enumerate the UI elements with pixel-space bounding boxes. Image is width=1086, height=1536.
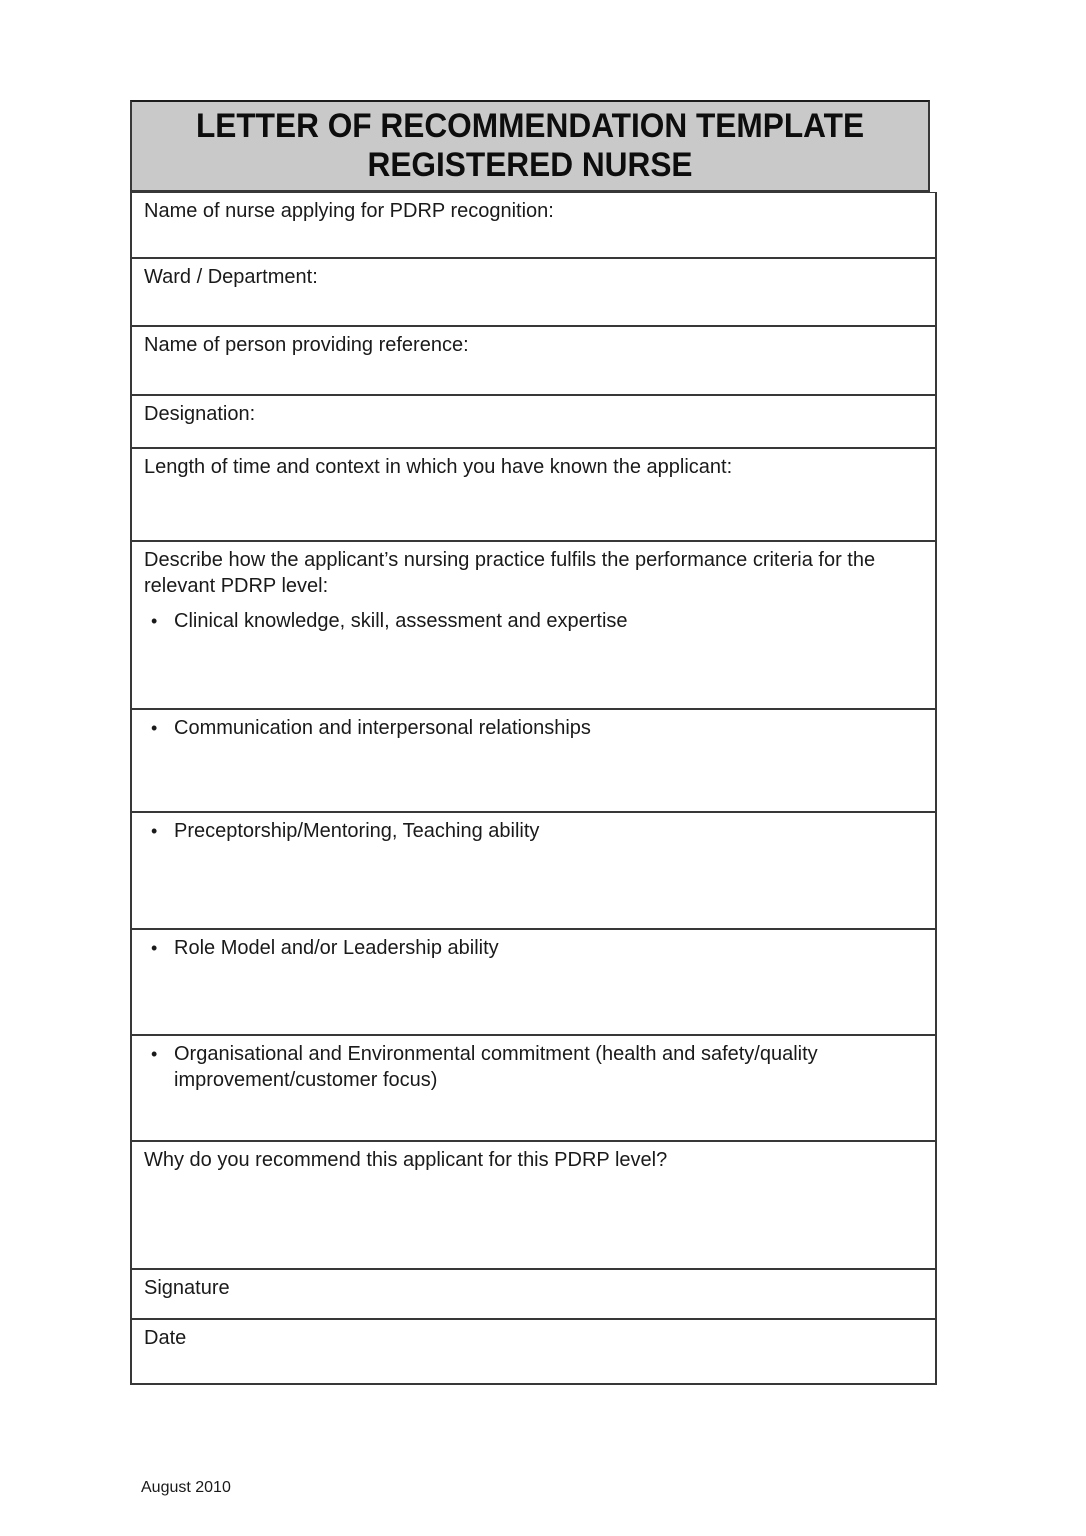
field-label-signature: Signature [144, 1277, 230, 1299]
form-title-line2: REGISTERED NURSE [367, 146, 693, 184]
row-reference-name [132, 327, 935, 396]
row-practice-criteria [132, 542, 935, 710]
bullet-icon: • [151, 1044, 158, 1064]
criteria-role-model [144, 935, 923, 961]
row-ward-department [132, 259, 935, 327]
field-label-length-of-time: Length of time and context in which you have known the applicant: [144, 456, 733, 478]
criteria-text: Role Model and/or Leadership ability [174, 937, 499, 959]
field-label-nurse-name: Name of nurse applying for PDRP recognition: [144, 200, 554, 222]
bullet-icon: • [151, 821, 158, 841]
row-preceptorship [132, 813, 935, 930]
document-page [130, 100, 937, 1385]
field-label-reference-name: Name of person providing reference: [144, 334, 469, 356]
recommendation-form-table [130, 192, 937, 1385]
field-label-recommendation-reason: Why do you recommend this applicant for this PDRP level? [144, 1149, 668, 1171]
row-communication [132, 710, 935, 813]
criteria-preceptorship [144, 818, 923, 844]
criteria-clinical-knowledge [144, 608, 923, 634]
field-label-practice-criteria: Describe how the applicant’s nursing practice fulfils the performance criteria for the relevant PDRP level: [144, 549, 876, 597]
form-title-banner [130, 100, 930, 192]
row-nurse-name [132, 193, 935, 259]
criteria-organisational-commitment [144, 1041, 923, 1093]
bullet-icon: • [151, 938, 158, 958]
field-label-designation: Designation: [144, 403, 256, 425]
row-organisational-commitment [132, 1036, 935, 1142]
bullet-icon: • [151, 718, 158, 738]
row-role-model [132, 930, 935, 1036]
row-signature [132, 1270, 935, 1320]
field-label-date: Date [144, 1327, 187, 1349]
bullet-icon: • [151, 611, 158, 631]
criteria-text: Communication and interpersonal relationships [174, 717, 591, 739]
row-date [132, 1320, 935, 1383]
field-label-ward-department: Ward / Department: [144, 266, 318, 288]
criteria-text: Organisational and Environmental commitment (health and safety/quality improvement/customer focus) [174, 1043, 818, 1091]
row-length-of-time [132, 449, 935, 542]
footer-date: August 2010 [141, 1479, 231, 1496]
criteria-text: Clinical knowledge, skill, assessment and expertise [174, 610, 628, 632]
criteria-communication [144, 715, 923, 741]
criteria-text: Preceptorship/Mentoring, Teaching ability [174, 820, 540, 842]
form-title-line1: LETTER OF RECOMMENDATION TEMPLATE [195, 107, 865, 145]
row-designation [132, 396, 935, 449]
row-recommendation-reason [132, 1142, 935, 1270]
